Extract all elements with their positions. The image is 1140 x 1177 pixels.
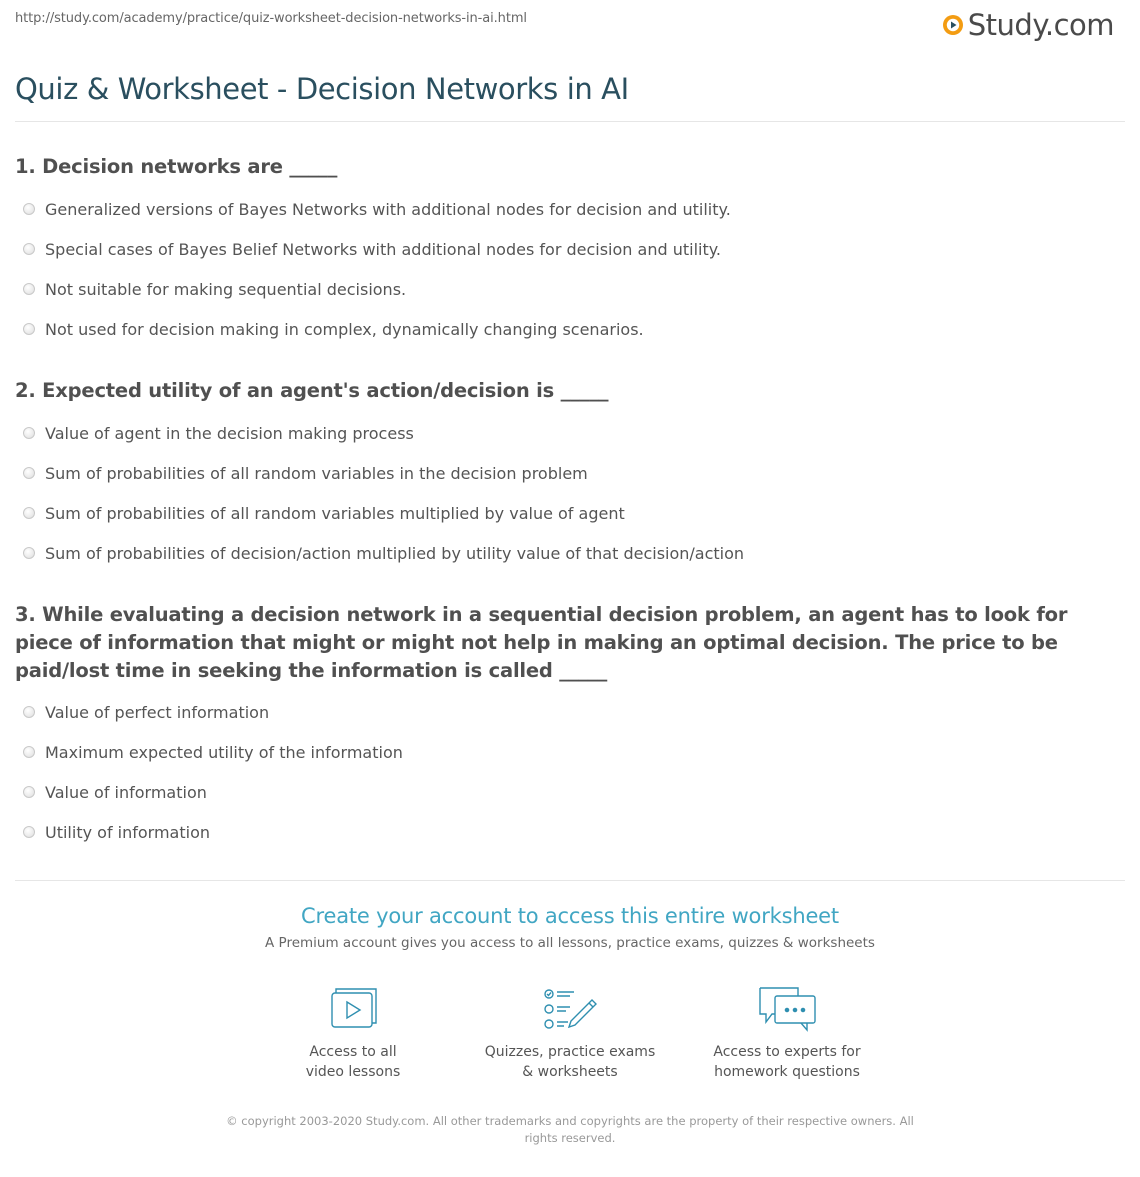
feature-list (0, 985, 1140, 1082)
answer-option[interactable] (15, 413, 1070, 453)
feature-quizzes (462, 985, 679, 1082)
play-circle-logo-icon (942, 14, 964, 36)
question-2 (15, 377, 1070, 573)
page-url: http://study.com/academy/practice/quiz-worksheet-decision-networks-in-ai.html (15, 11, 527, 26)
cta-link[interactable]: Create your account to access this entire worksheet (301, 904, 839, 928)
answer-option[interactable] (15, 732, 1070, 772)
feature-experts (679, 985, 896, 1082)
question-3 (15, 601, 1070, 852)
cta-divider (15, 880, 1125, 881)
answer-option[interactable] (15, 189, 1070, 229)
cta-subtitle: A Premium account gives you access to all lessons, practice exams, quizzes & worksheets (265, 935, 875, 951)
logo-text: Study.com (967, 8, 1114, 42)
answer-label: Value of perfect information (45, 702, 270, 722)
answer-label: Value of information (45, 782, 207, 802)
answer-label: Utility of information (45, 822, 210, 842)
answer-option[interactable] (15, 229, 1070, 269)
radio-icon[interactable] (23, 243, 35, 255)
answer-label: Not used for decision making in complex, dynamically changing scenarios. (45, 319, 644, 339)
answer-option[interactable] (15, 493, 1070, 533)
radio-icon[interactable] (23, 323, 35, 335)
radio-icon[interactable] (23, 507, 35, 519)
answer-label: Special cases of Bayes Belief Networks with additional nodes for decision and utility. (45, 239, 721, 259)
answer-option[interactable] (15, 772, 1070, 812)
answer-label: Maximum expected utility of the information (45, 742, 403, 762)
radio-icon[interactable] (23, 786, 35, 798)
answer-label: Generalized versions of Bayes Networks with additional nodes for decision and utility. (45, 199, 731, 219)
feature-label: Access to experts for homework questions (713, 1044, 861, 1080)
radio-icon[interactable] (23, 706, 35, 718)
answer-list (15, 413, 1070, 573)
radio-icon[interactable] (23, 283, 35, 295)
feature-video-lessons (245, 985, 462, 1082)
answer-label: Sum of probabilities of all random variables in the decision problem (45, 463, 588, 483)
answer-option[interactable] (15, 533, 1070, 573)
feature-label: Quizzes, practice exams & worksheets (484, 1044, 656, 1080)
answer-list (15, 692, 1070, 852)
answer-label: Sum of probabilities of all random variables multiplied by value of agent (45, 503, 625, 523)
question-text: 3. While evaluating a decision network in a sequential decision problem, an agent has to look for piece of information that might or might not help in making an optimal decision. The price to be paid/lost time in seeking the information is called _____ (15, 603, 1068, 682)
question-1 (15, 153, 1070, 349)
radio-icon[interactable] (23, 427, 35, 439)
radio-icon[interactable] (23, 467, 35, 479)
copyright-footer: © copyright 2003-2020 Study.com. All other trademarks and copyrights are the property of their respective owners. All rights reserved. (226, 1114, 914, 1145)
question-text: 1. Decision networks are _____ (15, 155, 338, 178)
title-divider (15, 121, 1125, 122)
answer-option[interactable] (15, 453, 1070, 493)
answer-option[interactable] (15, 309, 1070, 349)
quiz-checklist-icon (540, 985, 600, 1033)
answer-option[interactable] (15, 812, 1070, 852)
study-logo[interactable] (942, 8, 1114, 42)
answer-option[interactable] (15, 269, 1070, 309)
question-text: 2. Expected utility of an agent's action/decision is _____ (15, 379, 609, 402)
answer-option[interactable] (15, 692, 1070, 732)
answer-label: Sum of probabilities of decision/action multiplied by utility value of that decision/action (45, 543, 745, 563)
page-title: Quiz & Worksheet - Decision Networks in AI (15, 72, 629, 106)
answer-list (15, 189, 1070, 349)
radio-icon[interactable] (23, 826, 35, 838)
chat-experts-icon (755, 985, 819, 1033)
answer-label: Value of agent in the decision making process (45, 423, 414, 443)
radio-icon[interactable] (23, 203, 35, 215)
radio-icon[interactable] (23, 746, 35, 758)
video-lesson-icon (323, 985, 383, 1033)
signup-cta (0, 903, 1140, 951)
answer-label: Not suitable for making sequential decisions. (45, 279, 407, 299)
feature-label: Access to all video lessons (305, 1044, 401, 1080)
radio-icon[interactable] (23, 547, 35, 559)
